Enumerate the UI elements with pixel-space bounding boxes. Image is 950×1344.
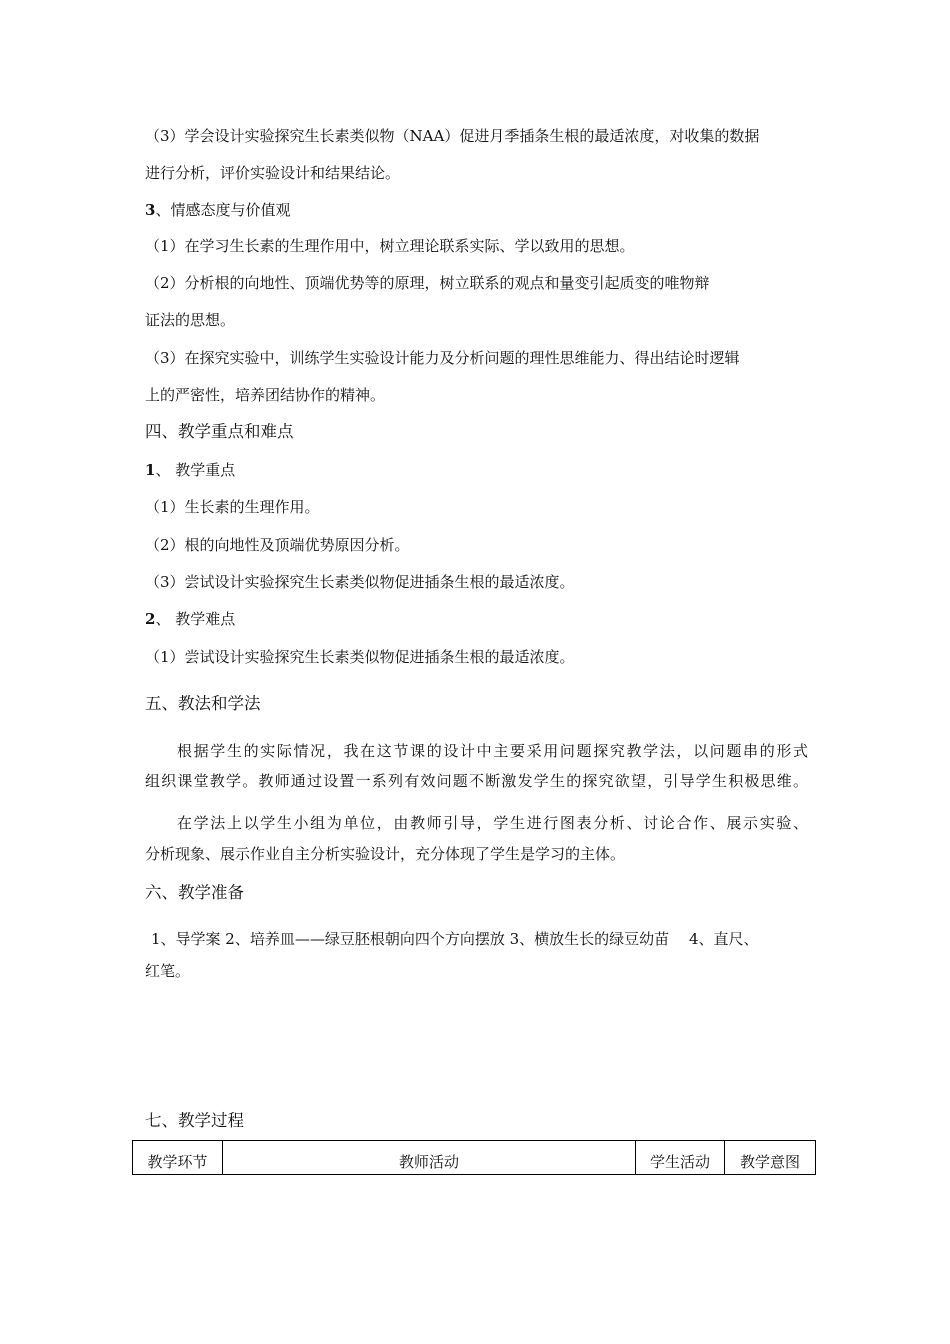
section-7-heading: 七、教学过程 <box>145 1111 244 1130</box>
key-point-item: （2）根的向地性及顶端优势原因分析。 <box>145 536 410 554</box>
method-para-1-line1: 根据学生的实际情况，我在这节课的设计中主要采用问题探究教学法，以问题串的形式 <box>177 742 808 760</box>
difficulty-text: 、 教学难点 <box>155 610 236 628</box>
difficulty-heading <box>145 609 235 629</box>
method-para-2-line2: 分析现象、展示作业自主分析实验设计，充分体现了学生是学习的主体。 <box>145 845 626 863</box>
section-5-heading: 五、教法和学法 <box>145 694 261 713</box>
emotion-heading-number: 3 <box>145 201 156 219</box>
section-6-heading: 六、教学准备 <box>145 883 244 902</box>
key-points-text: 、 教学重点 <box>155 461 236 479</box>
emotion-item-1: （1）在学习生长素的生理作用中，树立理论联系实际、学以致用的思想。 <box>145 237 635 255</box>
teaching-process-table <box>132 1140 816 1175</box>
emotion-item-3-line2: 上的严密性，培养团结协作的精神。 <box>145 386 386 404</box>
difficulty-item: （1）尝试设计实验探究生长素类似物促进插条生根的最适浓度。 <box>145 648 575 666</box>
key-point-item: （3）尝试设计实验探究生长素类似物促进插条生根的最适浓度。 <box>145 573 575 591</box>
emotion-item-2-line1: （2）分析根的向地性、顶端优势等的原理，树立联系的观点和量变引起质变的唯物辩 <box>145 274 710 292</box>
skill-item-3-line1: （3）学会设计实验探究生长素类似物（NAA）促进月季插条生根的最适浓度，对收集的数据 <box>145 127 760 145</box>
key-points-heading <box>145 460 235 480</box>
emotion-heading <box>145 200 290 220</box>
section-4-heading: 四、教学重点和难点 <box>145 422 294 441</box>
method-para-2-line1: 在学法上以学生小组为单位，由教师引导，学生进行图表分析、讨论合作、展示实验、 <box>177 814 808 832</box>
key-point-item: （1）生长素的生理作用。 <box>145 498 320 516</box>
prep-line1: 1、导学案 2、培养皿——绿豆胚根朝向四个方向摆放 3、横放生长的绿豆幼苗 4、直尺、 <box>151 930 759 948</box>
table-header-cell: 学生活动 <box>636 1141 725 1175</box>
table-header-cell: 教学意图 <box>725 1141 816 1175</box>
table-header-row <box>133 1141 816 1175</box>
prep-line2: 红笔。 <box>145 962 191 980</box>
key-points-number: 1 <box>145 461 156 479</box>
emotion-heading-text: 、情感态度与价值观 <box>155 201 291 219</box>
table-header-cell: 教师活动 <box>223 1141 636 1175</box>
skill-item-3-line2: 进行分析，评价实验设计和结果结论。 <box>145 164 401 182</box>
table-header-cell: 教学环节 <box>133 1141 223 1175</box>
emotion-item-3-line1: （3）在探究实验中，训练学生实验设计能力及分析问题的理性思维能力、得出结论时逻辑 <box>145 349 740 367</box>
emotion-item-2-line2: 证法的思想。 <box>145 311 236 329</box>
method-para-1-line2: 组织课堂教学。教师通过设置一系列有效问题不断激发学生的探究欲望，引导学生积极思维。 <box>145 772 808 790</box>
difficulty-number: 2 <box>145 610 156 628</box>
